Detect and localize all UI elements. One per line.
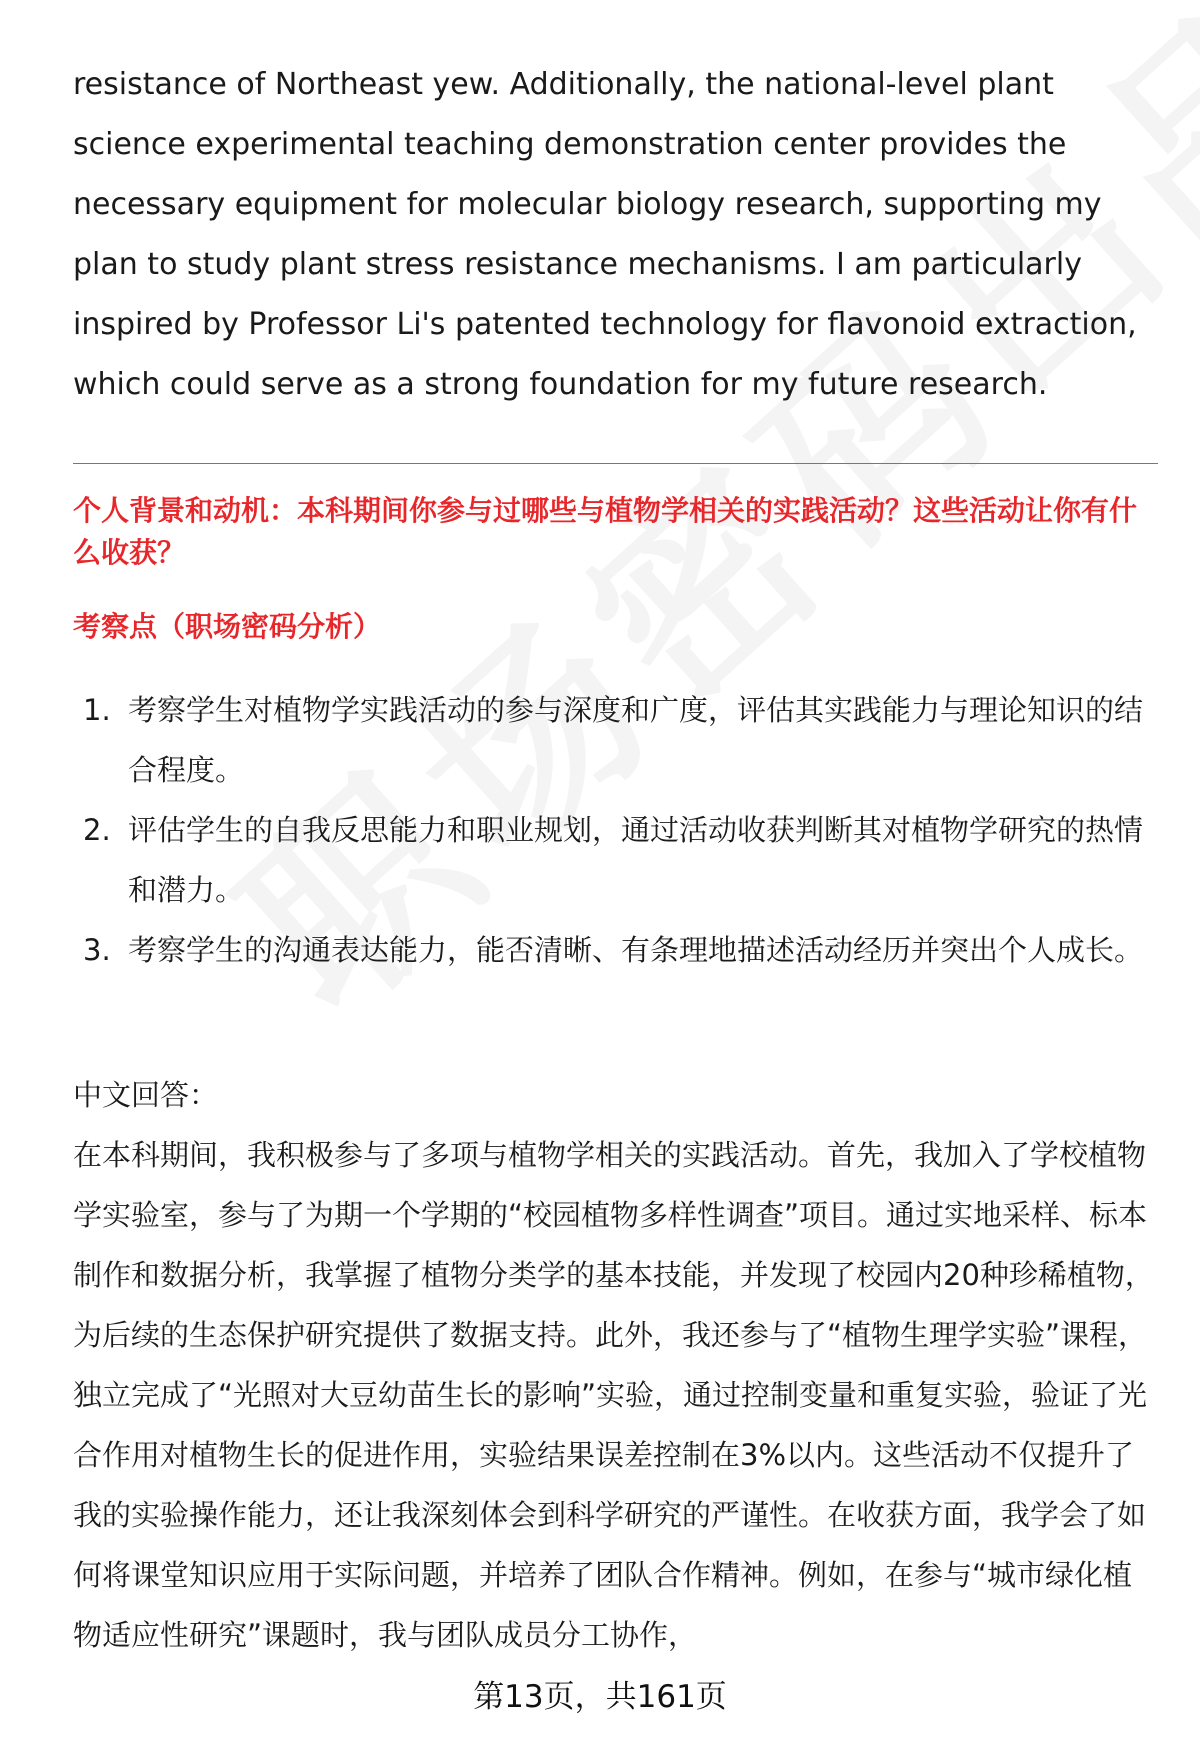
- question-heading: 个人背景和动机：本科期间你参与过哪些与植物学相关的实践活动？这些活动让你有什么收获？: [73, 494, 1138, 569]
- point-text: 评估学生的自我反思能力和职业规划，通过活动收获判断其对植物学研究的热情和潜力。: [128, 813, 1144, 907]
- answer-paragraph: 在本科期间，我积极参与了多项与植物学相关的实践活动。首先，我加入了学校植物学实验室，参与了为期一个学期的“校园植物多样性调查”项目。通过实地采样、标本制作和数据分析，我掌握了植物分类学的基本技能，并发现了校园内20种珍稀植物，为后续的生态保护研究提供了数据支持。此外，我还参与了“植物生理学实验”课程，独立完成了“光照对大豆幼苗生长的影响”实验，通过控制变量和重复实验，验证了光合作用对植物生长的促进作用，实验结果误差控制在3%以内。这些活动不仅提升了我的实验操作能力，还让我深刻体会到科学研究的严谨性。在收获方面，我学会了如何将课堂知识应用于实际问题，并培养了团队合作精神。例如，在参与“城市绿化植物适应性研究”课题时，我与团队成员分工协作，: [73, 1138, 1154, 1652]
- point-number: 1.: [83, 693, 111, 727]
- analysis-point: [73, 920, 1163, 980]
- section-divider: [73, 463, 1158, 464]
- point-number: 2.: [83, 813, 111, 847]
- analysis-point: [73, 800, 1163, 920]
- analysis-point: [73, 680, 1163, 800]
- point-number: 3.: [83, 933, 111, 967]
- analysis-heading: 考察点（职场密码分析）: [73, 610, 382, 643]
- point-text: 考察学生对植物学实践活动的参与深度和广度，评估其实践能力与理论知识的结合程度。: [128, 693, 1144, 787]
- intro-paragraph: resistance of Northeast yew. Additionally, the national-level plant science experimental teaching demonstration center provides the necessary equipment for molecular biology research, supporting my plan to study plant stress resistance mechanisms. I am particularly inspired by Professor Li's patented technology for flavonoid extraction, which could serve as a strong foundation for my future research.: [73, 67, 1137, 402]
- point-text: 考察学生的沟通表达能力，能否清晰、有条理地描述活动经历并突出个人成长。: [128, 933, 1144, 967]
- analysis-points: [73, 680, 1163, 980]
- page-number: 第13页，共161页: [473, 1679, 727, 1715]
- intro-paragraph-block: [73, 55, 1153, 415]
- answer-label: 中文回答：: [73, 1078, 219, 1112]
